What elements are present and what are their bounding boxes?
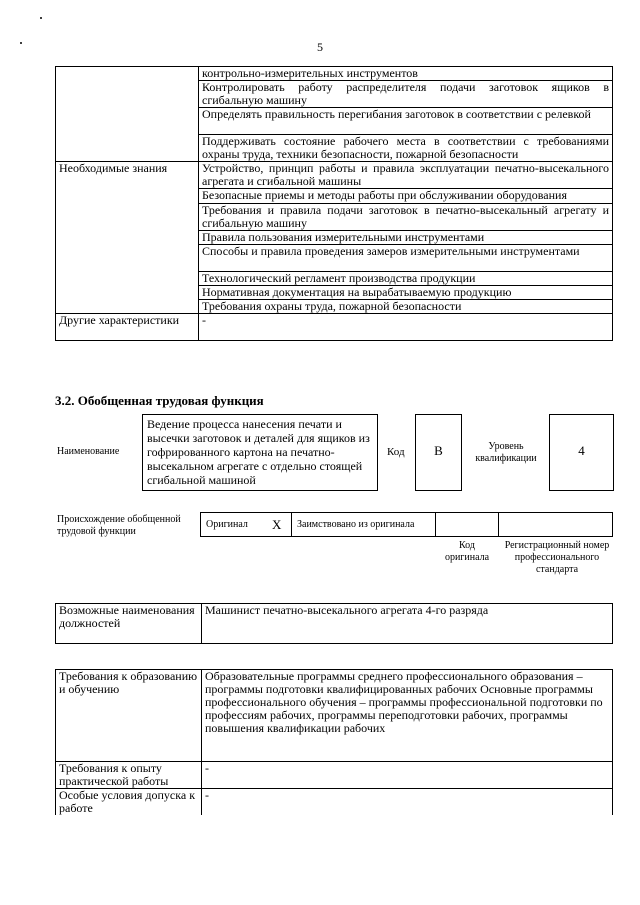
scan-speck [40, 17, 42, 19]
knowledge-item: Требования и правила подачи заготовок в печатно-высекальный агрегату и сгибальную машину [199, 204, 613, 231]
name-label: Наименование [57, 446, 120, 457]
empty-label-cell [56, 67, 199, 162]
knowledge-item: Правила пользования измерительными инструментами [199, 231, 613, 245]
knowledge-table [55, 66, 613, 341]
requirement-value: - [202, 762, 613, 789]
requirements-table [55, 669, 613, 815]
knowledge-label: Необходимые знания [56, 162, 199, 314]
knowledge-item: Требования охраны труда, пожарной безопасности [199, 300, 613, 314]
other-value: - [199, 314, 613, 341]
other-label: Другие характеристики [56, 314, 199, 341]
requirement-label: Особые условия допуска к работе [56, 789, 202, 816]
knowledge-item: Устройство, принцип работы и правила эксплуатации печатно-высекального агрегата и сгибальной машины [199, 162, 613, 189]
reg-number-caption: Регистрационный номер профессионального стандарта [504, 540, 610, 575]
knowledge-item: Технологический регламент производства продукции [199, 272, 613, 286]
knowledge-item: Способы и правила проведения замеров измерительными инструментами [199, 245, 613, 272]
requirement-label: Требования к образованию и обучению [56, 670, 202, 762]
requirement-label: Требования к опыту практической работы [56, 762, 202, 789]
original-mark: Х [272, 517, 282, 532]
original-cell [201, 513, 292, 536]
requirement-value: - [202, 789, 613, 816]
origin-table [200, 512, 613, 537]
skill-item: Определять правильность перегибания заготовок в соответствии с релевкой [199, 108, 613, 135]
positions-label: Возможные наименования должностей [56, 604, 202, 644]
knowledge-item: Безопасные приемы и методы работы при обслуживании оборудования [199, 189, 613, 204]
original-label: Оригинал [206, 519, 248, 530]
level-label: Уровень квалификации [475, 441, 537, 464]
skill-item: Контролировать работу распределителя подачи заготовок ящиков в сгибальную машину [199, 81, 613, 108]
knowledge-item: Нормативная документация на вырабатываемую продукцию [199, 286, 613, 300]
code-value-box: В [415, 414, 462, 491]
skill-item: контрольно-измерительных инструментов [199, 67, 613, 81]
level-value-box: 4 [549, 414, 614, 491]
origin-label: Происхождение обобщенной трудовой функции [57, 514, 181, 537]
code-original-caption: Код оригинала [444, 540, 490, 563]
page-number: 5 [317, 40, 323, 54]
skill-item: Поддерживать состояние рабочего места в соответствии с требованиями охраны труда, техники безопасности, пожарной безопасности [199, 135, 613, 162]
positions-value: Машинист печатно-высекального агрегата 4-го разряда [202, 604, 613, 644]
requirement-value: Образовательные программы среднего профессионального образования – программы подготовки квалифицированных рабочих Основные программы профессионального обучения – программы профессиональной подготовки по профессиям рабочих, программы переподготовки рабочих, программы повышения квалификации рабочих [202, 670, 613, 762]
code-original-cell [436, 513, 499, 536]
section-title: 3.2. Обобщенная трудовая функция [55, 393, 264, 408]
reg-number-cell [499, 513, 612, 536]
borrowed-cell: Заимствовано из оригинала [292, 513, 436, 536]
code-label: Код [387, 446, 405, 458]
function-name-box: Ведение процесса нанесения печати и высечки заготовок и деталей для ящиков из гофрированного картона на печатно-высекальном агрегате с отдельно стоящей сгибальной машиной [142, 414, 378, 491]
positions-table [55, 603, 613, 644]
